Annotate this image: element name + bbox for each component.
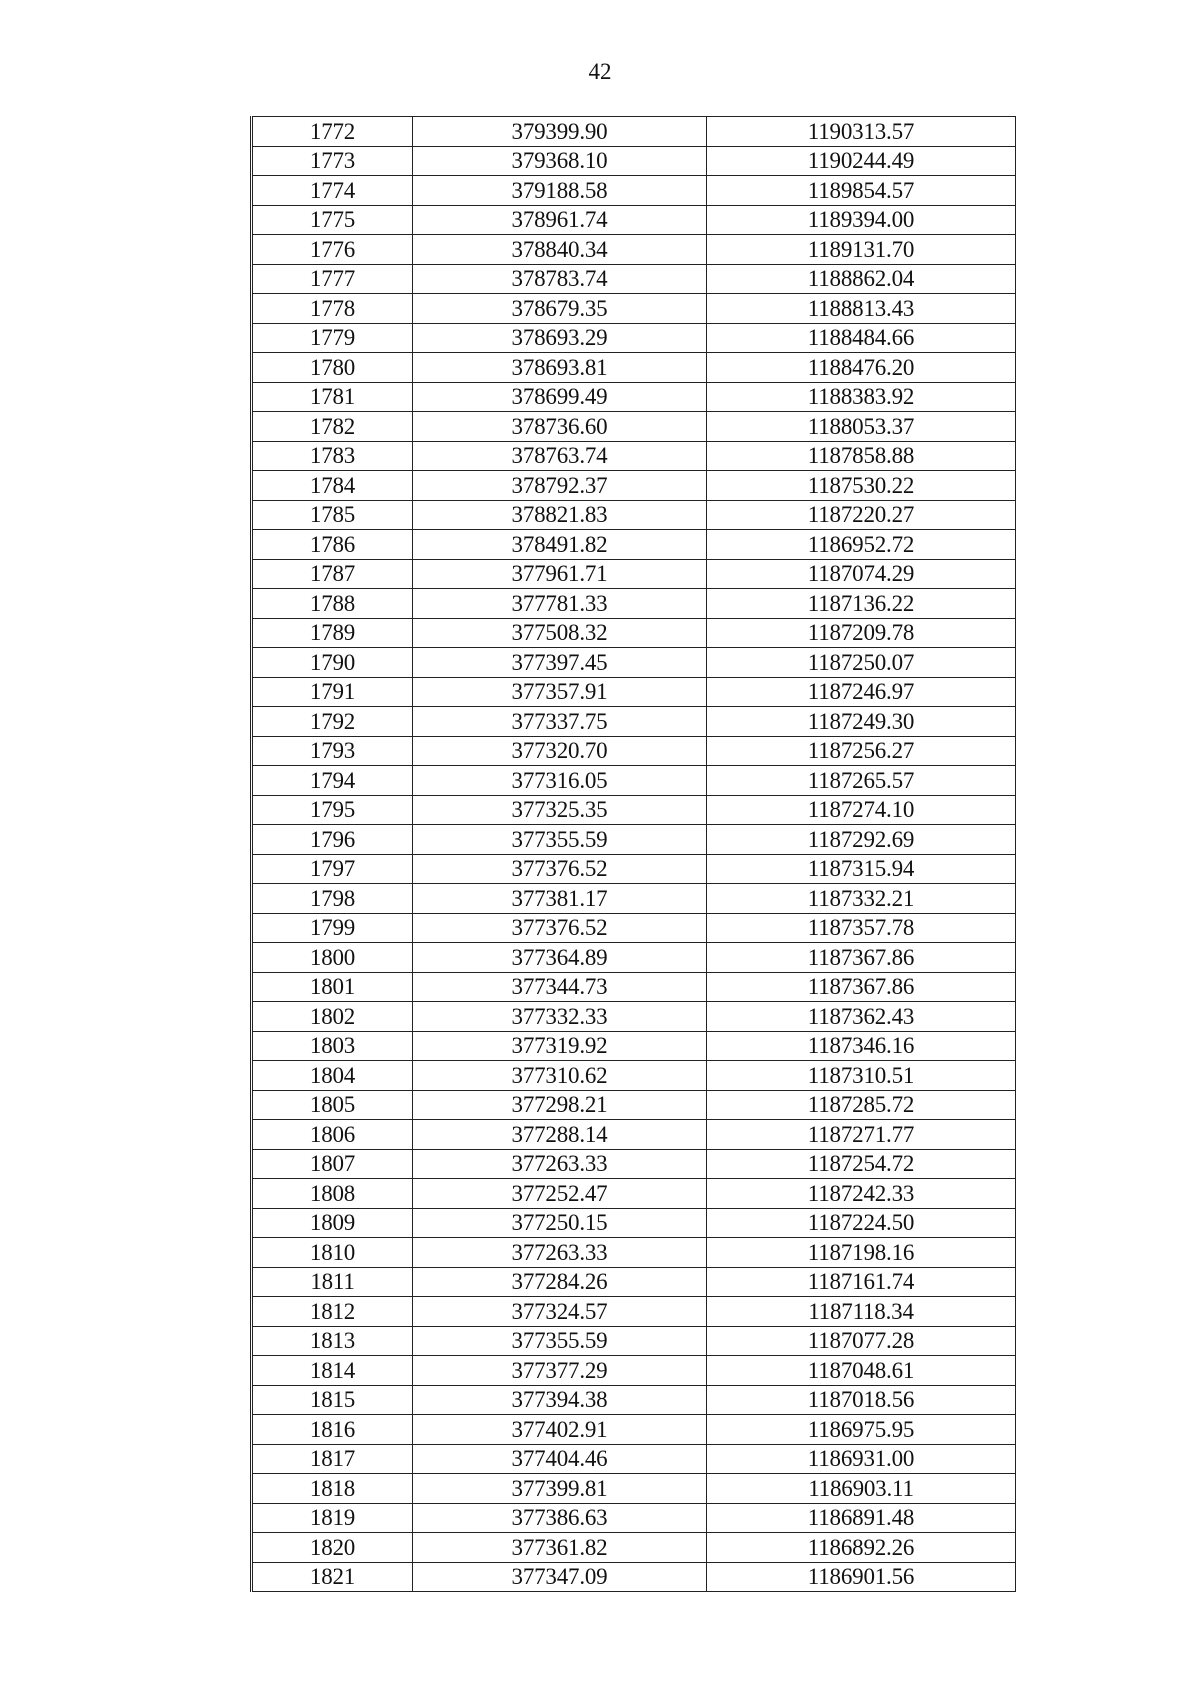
x-coordinate-cell: 377404.46 — [413, 1444, 707, 1474]
point-number-cell: 1802 — [252, 1002, 413, 1032]
x-coordinate-cell: 377263.33 — [413, 1238, 707, 1268]
point-number-cell: 1773 — [252, 146, 413, 176]
table-row — [252, 1444, 1016, 1474]
y-coordinate-cell: 1186931.00 — [707, 1444, 1016, 1474]
x-coordinate-cell: 377344.73 — [413, 972, 707, 1002]
table-row — [252, 736, 1016, 766]
point-number-cell: 1788 — [252, 589, 413, 619]
x-coordinate-cell: 377508.32 — [413, 618, 707, 648]
x-coordinate-cell: 377355.59 — [413, 1326, 707, 1356]
point-number-cell: 1813 — [252, 1326, 413, 1356]
x-coordinate-cell: 377397.45 — [413, 648, 707, 678]
point-number-cell: 1800 — [252, 943, 413, 973]
y-coordinate-cell: 1189854.57 — [707, 176, 1016, 206]
x-coordinate-cell: 377284.26 — [413, 1267, 707, 1297]
table-row — [252, 913, 1016, 943]
y-coordinate-cell: 1188813.43 — [707, 294, 1016, 324]
x-coordinate-cell: 377402.91 — [413, 1415, 707, 1445]
x-coordinate-cell: 377316.05 — [413, 766, 707, 796]
y-coordinate-cell: 1186952.72 — [707, 530, 1016, 560]
y-coordinate-cell: 1187362.43 — [707, 1002, 1016, 1032]
table-row — [252, 176, 1016, 206]
table-row — [252, 294, 1016, 324]
point-number-cell: 1789 — [252, 618, 413, 648]
point-number-cell: 1796 — [252, 825, 413, 855]
table-row — [252, 1090, 1016, 1120]
y-coordinate-cell: 1187858.88 — [707, 441, 1016, 471]
x-coordinate-cell: 377381.17 — [413, 884, 707, 914]
table-row — [252, 1238, 1016, 1268]
x-coordinate-cell: 377357.91 — [413, 677, 707, 707]
point-number-cell: 1818 — [252, 1474, 413, 1504]
x-coordinate-cell: 377355.59 — [413, 825, 707, 855]
x-coordinate-cell: 377364.89 — [413, 943, 707, 973]
point-number-cell: 1776 — [252, 235, 413, 265]
table-row — [252, 1326, 1016, 1356]
x-coordinate-cell: 377399.81 — [413, 1474, 707, 1504]
table-row — [252, 589, 1016, 619]
point-number-cell: 1806 — [252, 1120, 413, 1150]
y-coordinate-cell: 1187315.94 — [707, 854, 1016, 884]
x-coordinate-cell: 377332.33 — [413, 1002, 707, 1032]
table-row — [252, 323, 1016, 353]
table-row — [252, 1267, 1016, 1297]
x-coordinate-cell: 377298.21 — [413, 1090, 707, 1120]
x-coordinate-cell: 379368.10 — [413, 146, 707, 176]
y-coordinate-cell: 1187332.21 — [707, 884, 1016, 914]
point-number-cell: 1793 — [252, 736, 413, 766]
point-number-cell: 1812 — [252, 1297, 413, 1327]
point-number-cell: 1799 — [252, 913, 413, 943]
x-coordinate-cell: 377781.33 — [413, 589, 707, 619]
point-number-cell: 1790 — [252, 648, 413, 678]
point-number-cell: 1807 — [252, 1149, 413, 1179]
table-row — [252, 825, 1016, 855]
y-coordinate-cell: 1187074.29 — [707, 559, 1016, 589]
point-number-cell: 1779 — [252, 323, 413, 353]
y-coordinate-cell: 1188383.92 — [707, 382, 1016, 412]
x-coordinate-cell: 377250.15 — [413, 1208, 707, 1238]
y-coordinate-cell: 1187220.27 — [707, 500, 1016, 530]
coordinates-table-body — [252, 117, 1016, 1592]
x-coordinate-cell: 378840.34 — [413, 235, 707, 265]
x-coordinate-cell: 377337.75 — [413, 707, 707, 737]
y-coordinate-cell: 1188476.20 — [707, 353, 1016, 383]
y-coordinate-cell: 1187198.16 — [707, 1238, 1016, 1268]
table-row — [252, 972, 1016, 1002]
point-number-cell: 1819 — [252, 1503, 413, 1533]
table-row — [252, 235, 1016, 265]
table-row — [252, 1356, 1016, 1386]
y-coordinate-cell: 1187118.34 — [707, 1297, 1016, 1327]
table-row — [252, 146, 1016, 176]
y-coordinate-cell: 1187265.57 — [707, 766, 1016, 796]
table-row — [252, 1149, 1016, 1179]
y-coordinate-cell: 1187250.07 — [707, 648, 1016, 678]
y-coordinate-cell: 1186892.26 — [707, 1533, 1016, 1563]
x-coordinate-cell: 377252.47 — [413, 1179, 707, 1209]
y-coordinate-cell: 1186901.56 — [707, 1562, 1016, 1592]
point-number-cell: 1815 — [252, 1385, 413, 1415]
point-number-cell: 1804 — [252, 1061, 413, 1091]
y-coordinate-cell: 1187249.30 — [707, 707, 1016, 737]
table-row — [252, 382, 1016, 412]
y-coordinate-cell: 1187357.78 — [707, 913, 1016, 943]
x-coordinate-cell: 377361.82 — [413, 1533, 707, 1563]
x-coordinate-cell: 378783.74 — [413, 264, 707, 294]
point-number-cell: 1783 — [252, 441, 413, 471]
y-coordinate-cell: 1187256.27 — [707, 736, 1016, 766]
point-number-cell: 1805 — [252, 1090, 413, 1120]
point-number-cell: 1781 — [252, 382, 413, 412]
y-coordinate-cell: 1190244.49 — [707, 146, 1016, 176]
y-coordinate-cell: 1187254.72 — [707, 1149, 1016, 1179]
point-number-cell: 1784 — [252, 471, 413, 501]
point-number-cell: 1816 — [252, 1415, 413, 1445]
table-row — [252, 1120, 1016, 1150]
table-row — [252, 471, 1016, 501]
table-row — [252, 1385, 1016, 1415]
table-row — [252, 117, 1016, 147]
y-coordinate-cell: 1186891.48 — [707, 1503, 1016, 1533]
x-coordinate-cell: 378821.83 — [413, 500, 707, 530]
point-number-cell: 1774 — [252, 176, 413, 206]
table-row — [252, 205, 1016, 235]
point-number-cell: 1787 — [252, 559, 413, 589]
x-coordinate-cell: 377394.38 — [413, 1385, 707, 1415]
table-row — [252, 1179, 1016, 1209]
x-coordinate-cell: 377325.35 — [413, 795, 707, 825]
point-number-cell: 1809 — [252, 1208, 413, 1238]
point-number-cell: 1791 — [252, 677, 413, 707]
x-coordinate-cell: 378736.60 — [413, 412, 707, 442]
table-row — [252, 1002, 1016, 1032]
point-number-cell: 1821 — [252, 1562, 413, 1592]
y-coordinate-cell: 1187048.61 — [707, 1356, 1016, 1386]
x-coordinate-cell: 378792.37 — [413, 471, 707, 501]
table-row — [252, 264, 1016, 294]
x-coordinate-cell: 377319.92 — [413, 1031, 707, 1061]
x-coordinate-cell: 377961.71 — [413, 559, 707, 589]
coordinates-table — [250, 116, 1016, 1592]
y-coordinate-cell: 1188862.04 — [707, 264, 1016, 294]
y-coordinate-cell: 1187274.10 — [707, 795, 1016, 825]
y-coordinate-cell: 1187136.22 — [707, 589, 1016, 619]
table-row — [252, 1297, 1016, 1327]
x-coordinate-cell: 377263.33 — [413, 1149, 707, 1179]
y-coordinate-cell: 1187346.16 — [707, 1031, 1016, 1061]
y-coordinate-cell: 1187077.28 — [707, 1326, 1016, 1356]
x-coordinate-cell: 377320.70 — [413, 736, 707, 766]
y-coordinate-cell: 1188053.37 — [707, 412, 1016, 442]
table-row — [252, 1503, 1016, 1533]
y-coordinate-cell: 1187367.86 — [707, 943, 1016, 973]
y-coordinate-cell: 1187530.22 — [707, 471, 1016, 501]
point-number-cell: 1820 — [252, 1533, 413, 1563]
y-coordinate-cell: 1186975.95 — [707, 1415, 1016, 1445]
point-number-cell: 1792 — [252, 707, 413, 737]
page-number: 42 — [588, 59, 612, 84]
point-number-cell: 1786 — [252, 530, 413, 560]
x-coordinate-cell: 377386.63 — [413, 1503, 707, 1533]
point-number-cell: 1778 — [252, 294, 413, 324]
table-row — [252, 854, 1016, 884]
y-coordinate-cell: 1187246.97 — [707, 677, 1016, 707]
table-row — [252, 500, 1016, 530]
y-coordinate-cell: 1187285.72 — [707, 1090, 1016, 1120]
point-number-cell: 1817 — [252, 1444, 413, 1474]
x-coordinate-cell: 379188.58 — [413, 176, 707, 206]
y-coordinate-cell: 1187224.50 — [707, 1208, 1016, 1238]
point-number-cell: 1801 — [252, 972, 413, 1002]
point-number-cell: 1811 — [252, 1267, 413, 1297]
y-coordinate-cell: 1187161.74 — [707, 1267, 1016, 1297]
y-coordinate-cell: 1187242.33 — [707, 1179, 1016, 1209]
table-row — [252, 1474, 1016, 1504]
point-number-cell: 1795 — [252, 795, 413, 825]
point-number-cell: 1782 — [252, 412, 413, 442]
point-number-cell: 1810 — [252, 1238, 413, 1268]
x-coordinate-cell: 377310.62 — [413, 1061, 707, 1091]
table-row — [252, 1562, 1016, 1592]
y-coordinate-cell: 1187271.77 — [707, 1120, 1016, 1150]
table-row — [252, 1061, 1016, 1091]
x-coordinate-cell: 378699.49 — [413, 382, 707, 412]
table-row — [252, 677, 1016, 707]
x-coordinate-cell: 377377.29 — [413, 1356, 707, 1386]
y-coordinate-cell: 1188484.66 — [707, 323, 1016, 353]
table-row — [252, 1208, 1016, 1238]
point-number-cell: 1777 — [252, 264, 413, 294]
table-row — [252, 795, 1016, 825]
y-coordinate-cell: 1186903.11 — [707, 1474, 1016, 1504]
table-row — [252, 648, 1016, 678]
x-coordinate-cell: 377376.52 — [413, 854, 707, 884]
table-row — [252, 1031, 1016, 1061]
table-row — [252, 943, 1016, 973]
x-coordinate-cell: 377347.09 — [413, 1562, 707, 1592]
y-coordinate-cell: 1187310.51 — [707, 1061, 1016, 1091]
table-row — [252, 441, 1016, 471]
y-coordinate-cell: 1190313.57 — [707, 117, 1016, 147]
y-coordinate-cell: 1187367.86 — [707, 972, 1016, 1002]
point-number-cell: 1808 — [252, 1179, 413, 1209]
point-number-cell: 1797 — [252, 854, 413, 884]
point-number-cell: 1780 — [252, 353, 413, 383]
x-coordinate-cell: 378763.74 — [413, 441, 707, 471]
y-coordinate-cell: 1189394.00 — [707, 205, 1016, 235]
point-number-cell: 1772 — [252, 117, 413, 147]
x-coordinate-cell: 378693.29 — [413, 323, 707, 353]
table-row — [252, 353, 1016, 383]
table-row — [252, 559, 1016, 589]
table-row — [252, 766, 1016, 796]
table-row — [252, 618, 1016, 648]
point-number-cell: 1794 — [252, 766, 413, 796]
point-number-cell: 1775 — [252, 205, 413, 235]
x-coordinate-cell: 377288.14 — [413, 1120, 707, 1150]
x-coordinate-cell: 377376.52 — [413, 913, 707, 943]
table-row — [252, 412, 1016, 442]
x-coordinate-cell: 378693.81 — [413, 353, 707, 383]
y-coordinate-cell: 1187018.56 — [707, 1385, 1016, 1415]
table-row — [252, 884, 1016, 914]
table-row — [252, 707, 1016, 737]
x-coordinate-cell: 379399.90 — [413, 117, 707, 147]
x-coordinate-cell: 378491.82 — [413, 530, 707, 560]
y-coordinate-cell: 1189131.70 — [707, 235, 1016, 265]
point-number-cell: 1803 — [252, 1031, 413, 1061]
table-row — [252, 530, 1016, 560]
x-coordinate-cell: 378679.35 — [413, 294, 707, 324]
point-number-cell: 1814 — [252, 1356, 413, 1386]
point-number-cell: 1798 — [252, 884, 413, 914]
y-coordinate-cell: 1187292.69 — [707, 825, 1016, 855]
table-row — [252, 1415, 1016, 1445]
y-coordinate-cell: 1187209.78 — [707, 618, 1016, 648]
x-coordinate-cell: 378961.74 — [413, 205, 707, 235]
point-number-cell: 1785 — [252, 500, 413, 530]
table-row — [252, 1533, 1016, 1563]
x-coordinate-cell: 377324.57 — [413, 1297, 707, 1327]
